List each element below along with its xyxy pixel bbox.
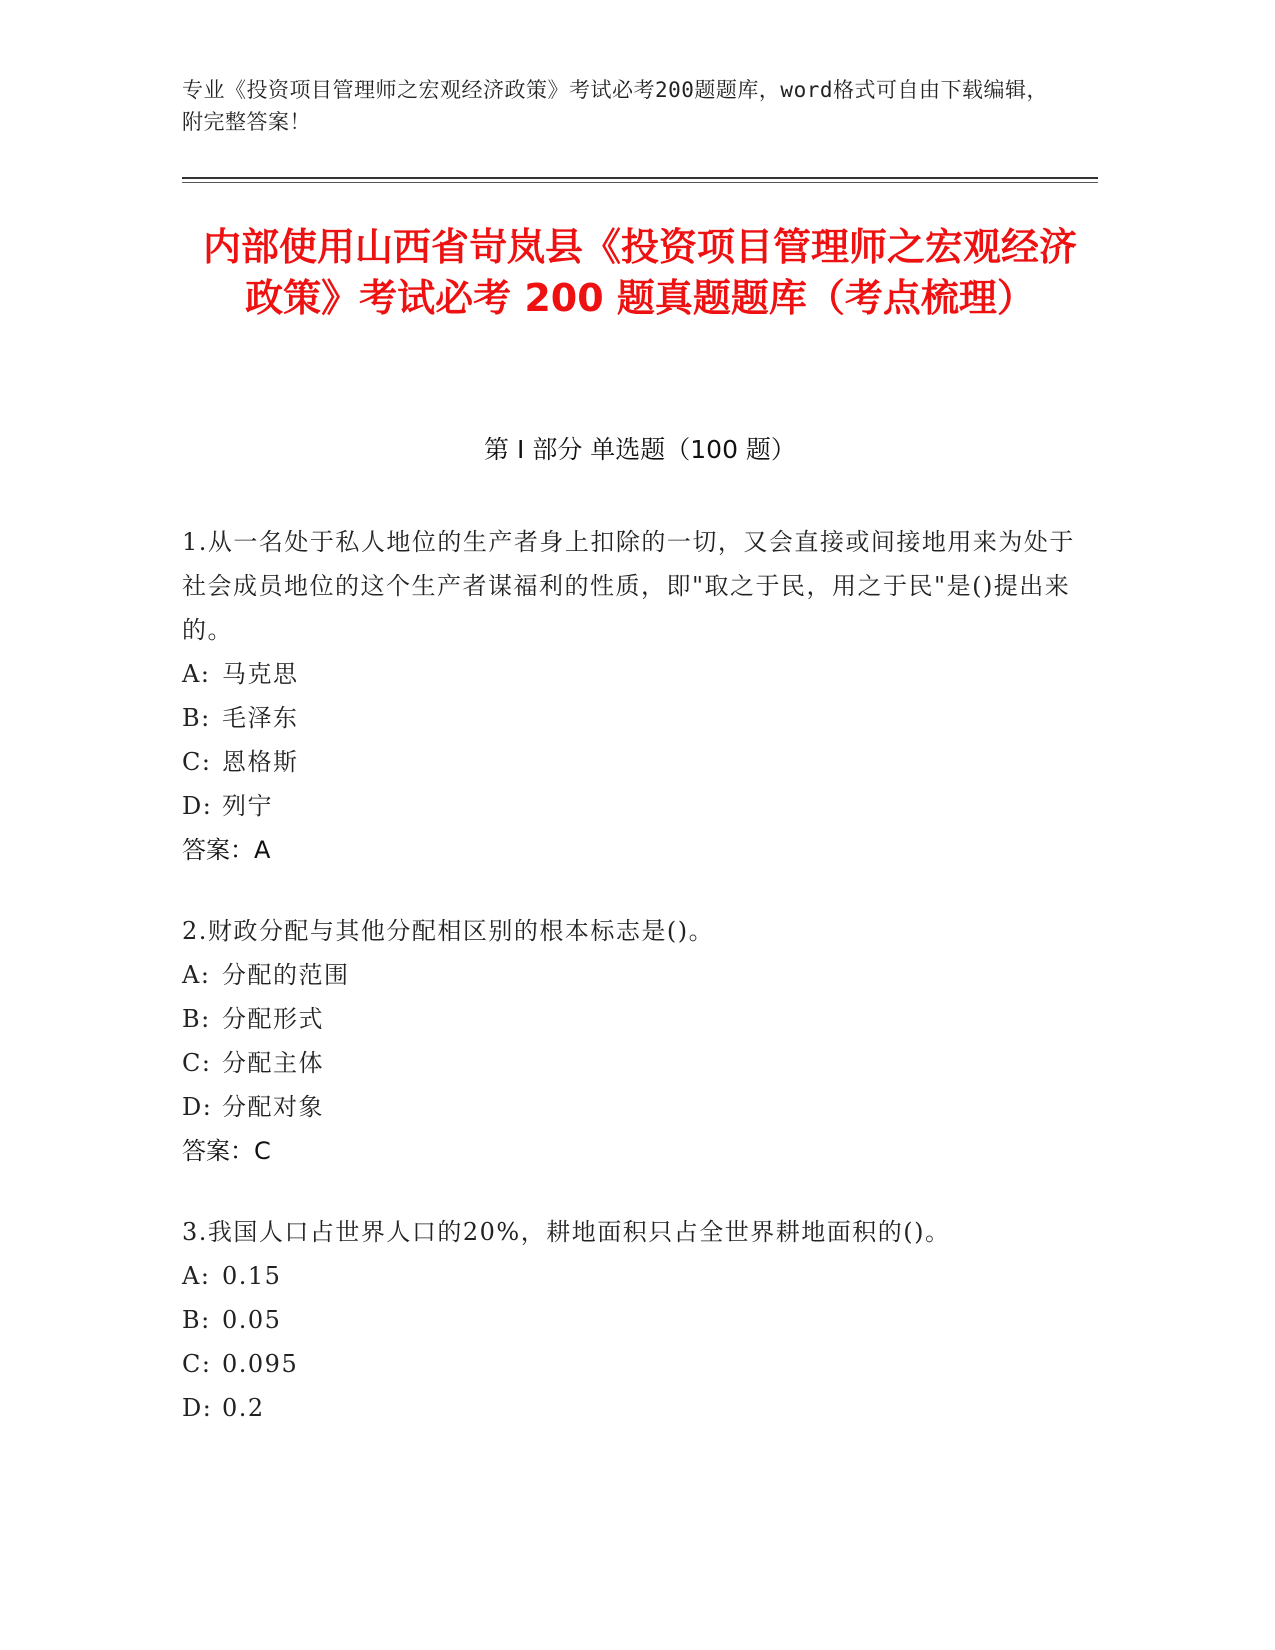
option-text: 分配形式 [222,1005,324,1033]
question-stem: 3.我国人口占世界人口的20%，耕地面积只占全世界耕地面积的()。 [182,1218,951,1246]
option-a [182,953,1082,997]
option-text: 0.095 [222,1350,299,1378]
question-3 [182,1210,1082,1430]
header-rule-thin [182,182,1098,183]
option-text: 列宁 [222,792,273,820]
question-2 [182,909,1082,1173]
option-c [182,1041,1082,1085]
document-title: 内部使用山西省岢岚县《投资项目管理师之宏观经济政策》考试必考 200 题真题题库（考点梳理） [202,225,1077,320]
option-a [182,652,1082,696]
option-b [182,1298,1082,1342]
option-text: 分配的范围 [222,961,350,989]
option-letter: D: [182,1093,213,1121]
option-d [182,784,1082,828]
option-letter: A: [182,961,211,989]
option-c [182,1342,1082,1386]
option-text: 0.2 [222,1394,265,1422]
section-title: 第 I 部分 单选题（100 题） [484,435,796,464]
option-text: 0.05 [222,1306,282,1334]
option-c [182,740,1082,784]
option-text: 分配主体 [222,1049,324,1077]
option-letter: C: [182,1350,212,1378]
option-text: 毛泽东 [222,704,299,732]
option-text: 0.15 [222,1262,282,1290]
answer-label: 答案：A [182,836,271,864]
option-letter: C: [182,748,212,776]
question-stem: 2.财政分配与其他分配相区别的根本标志是()。 [182,917,715,945]
option-text: 分配对象 [222,1093,324,1121]
option-letter: A: [182,660,211,688]
question-stem: 1.从一名处于私人地位的生产者身上扣除的一切，又会直接或间接地用来为处于社会成员地位的这个生产者谋福利的性质，即"取之于民，用之于民"是()提出来的。 [182,528,1075,644]
option-text: 恩格斯 [222,748,299,776]
question-list [182,520,1082,1467]
option-letter: A: [182,1262,211,1290]
question-1 [182,520,1082,872]
option-letter: B: [182,1005,211,1033]
option-letter: D: [182,792,213,820]
option-text: 马克思 [222,660,299,688]
option-a [182,1254,1082,1298]
option-letter: D: [182,1394,213,1422]
option-d [182,1085,1082,1129]
header-rule-thick [182,177,1098,179]
option-letter: B: [182,704,211,732]
option-b [182,997,1082,1041]
option-letter: C: [182,1049,212,1077]
answer-label: 答案：C [182,1137,271,1165]
option-b [182,696,1082,740]
option-d [182,1386,1082,1430]
option-letter: B: [182,1306,211,1334]
header-note: 专业《投资项目管理师之宏观经济政策》考试必考200题题库，word格式可自由下载编辑，附完整答案！ [182,78,1048,134]
